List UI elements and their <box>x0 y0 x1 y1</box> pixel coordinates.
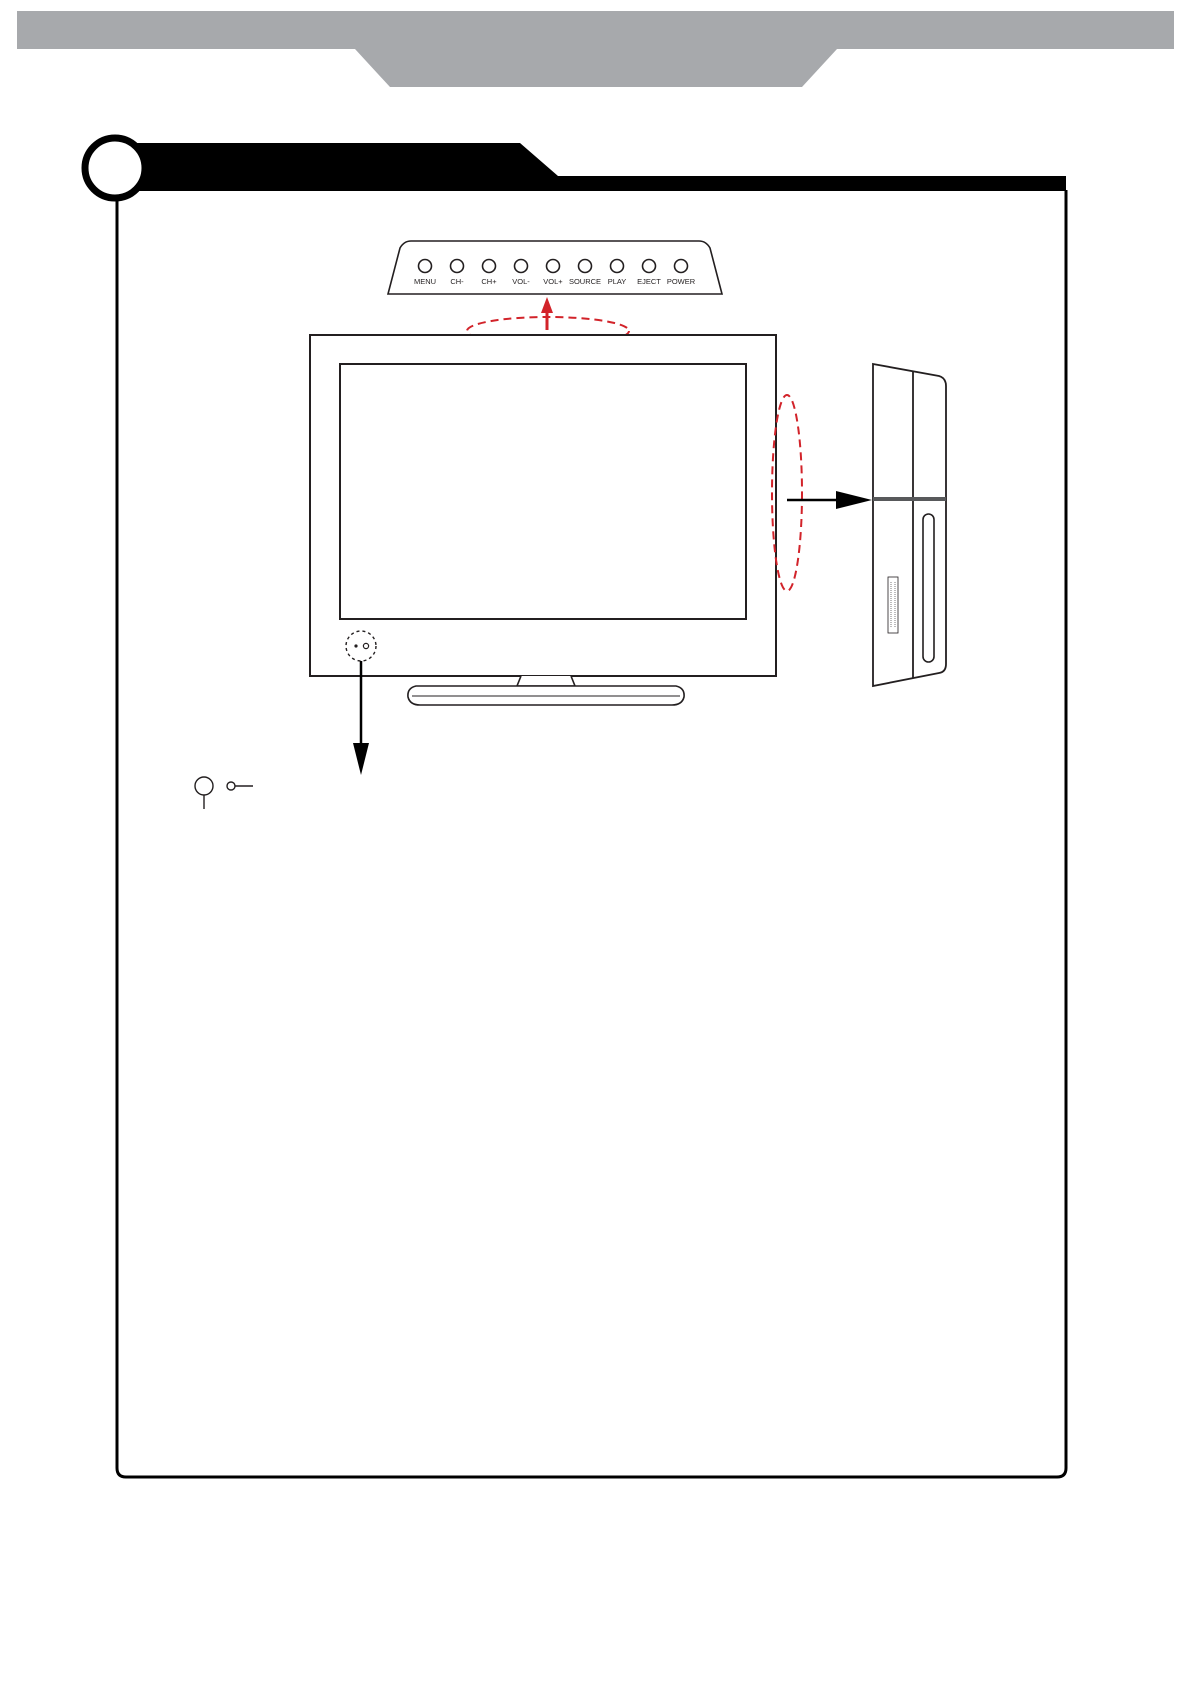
panel-button-label: VOL- <box>512 277 530 286</box>
section-title-bar <box>85 138 1066 198</box>
control-panel <box>388 241 722 294</box>
side-panel-highlight <box>772 395 872 591</box>
panel-button-eject <box>643 260 656 273</box>
panel-button-ch-minusplus <box>483 260 496 273</box>
panel-button-label: VOL+ <box>543 277 563 286</box>
header-band <box>17 11 1174 87</box>
panel-button-label: EJECT <box>637 277 661 286</box>
headphone-jack-icon <box>195 777 213 809</box>
panel-button-ch-minus <box>451 260 464 273</box>
panel-button-label: PLAY <box>607 277 627 286</box>
panel-button-label: CH- <box>450 277 464 286</box>
disc-label <box>888 577 898 633</box>
tv-front <box>310 335 776 705</box>
panel-button-source <box>579 260 592 273</box>
panel-button-vol-minusplus <box>547 260 560 273</box>
panel-button-label: CH+ <box>481 277 497 286</box>
panel-button-vol-minus <box>515 260 528 273</box>
tv-side-view <box>873 364 946 686</box>
tv-stand-neck <box>517 676 575 686</box>
panel-button-menu <box>419 260 432 273</box>
tv-screen <box>340 364 746 619</box>
section-number-badge <box>85 138 145 198</box>
panel-button-label: MENU <box>413 277 437 286</box>
panel-button-label: SOURCE <box>568 277 602 286</box>
panel-button-label: POWER <box>666 277 696 286</box>
panel-button-play <box>611 260 624 273</box>
panel-button-power <box>675 260 688 273</box>
earphone-plug-icon <box>227 782 253 790</box>
disc-slot <box>923 514 934 662</box>
